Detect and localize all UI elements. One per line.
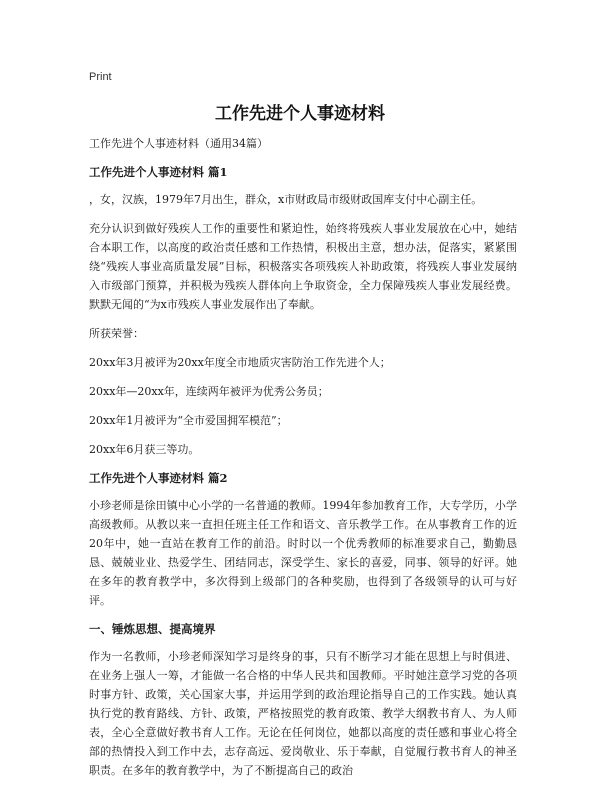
paragraph: 小珍老师是徐田镇中心小学的一名普通的教师。1994年参加教育工作，大专学历，小学高级教师。从教以来一直担任班主任工作和语文、音乐教学工作。在从事教育工作的近20年中，她一直站在教育工作的前沿。时时以一个优秀教师的标准要求自己，勤勤恳恳、兢兢业业、热爱学生、团结同志，深受学生、家长的喜爱，同事、领导的好评。她在多年的教育教学中，多次得到上级部门的各种奖励，也得到了各级领导的认可与好评。 <box>89 499 517 607</box>
paragraph: 20xx年3月被评为20xx年度全市地质灾害防治工作先进个人； <box>89 356 391 369</box>
paragraph: 20xx年6月获三等功。 <box>89 443 200 456</box>
section-heading: 工作先进个人事迹材料 篇2 <box>89 471 228 485</box>
print-label[interactable]: Print <box>89 71 112 83</box>
paragraph: 所获荣誉： <box>89 327 144 340</box>
paragraph: 工作先进个人事迹材料（通用34篇） <box>89 137 268 150</box>
document-title: 工作先进个人事迹材料 <box>215 104 385 124</box>
document-body <box>89 134 517 790</box>
paragraph: 20xx年—20xx年，连续两年被评为优秀公务员； <box>89 385 329 398</box>
paragraph: 作为一名教师，小珍老师深知学习是终身的事，只有不断学习才能在思想上与时俱进、在业务上强人一筹，才能做一名合格的中华人民共和国教师。平时她注意学习党的各项时事方针、政策，关心国家大事，并运用学到的政治理论指导自己的工作实践。她认真执行党的教育路线、方针、政策，严格按照党的教育政策、教学大纲教书育人、为人师表，全心全意做好教书育人工作。无论在任何岗位，她都以高度的责任感和事业心将全部的热情投入到工作中去，志存高远、爱岗敬业、乐于奉献，自觉履行教书育人的神圣职责。在多年的教育教学中，为了不断提高自己的政治 <box>89 650 517 777</box>
section-heading: 一、锤炼思想、提高境界 <box>89 622 216 636</box>
paragraph: 20xx年1月被评为“全市爱国拥军模范”； <box>89 414 288 427</box>
paragraph: 充分认识到做好残疾人工作的重要性和紧迫性，始终将残疾人事业发展放在心中，她结合本职工作，以高度的政治责任感和工作热情，积极出主意，想办法，促落实，紧紧围绕“残疾人事业高质量发展”目标，积极落实各项残疾人补助政策，将残疾人事业发展纳入市级部门预算，并积极为残疾人群体向上争取资金，全力保障残疾人事业发展经费。默默无闻的“为x市残疾人事业发展作出了奉献。 <box>89 222 517 311</box>
section-heading: 工作先进个人事迹材料 篇1 <box>89 165 228 179</box>
paragraph: ，女，汉族，1979年7月出生，群众，x市财政局市级财政国库支付中心副主任。 <box>89 193 483 206</box>
